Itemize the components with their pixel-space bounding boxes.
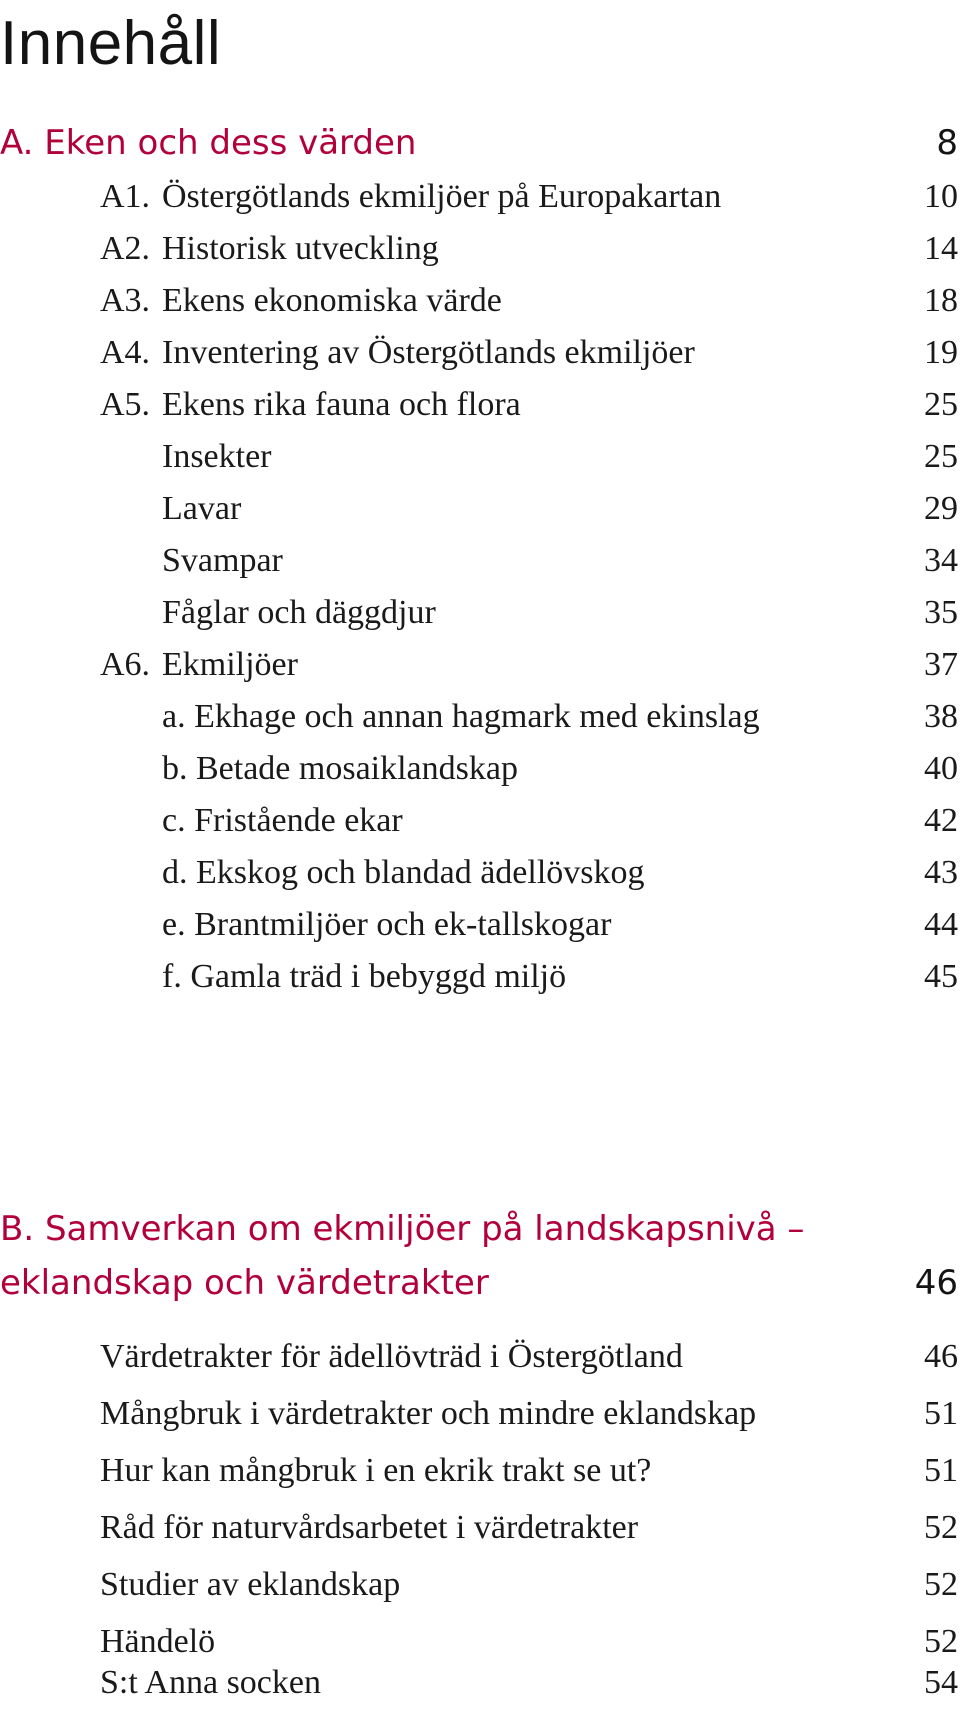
toc-entry-code: A2. [100, 230, 151, 267]
toc-entry-title: c. Fristående ekar [162, 802, 403, 839]
toc-entry-page: 25 [924, 438, 958, 475]
toc-entry-code: A1. [100, 178, 151, 215]
toc-entry-title: Svampar [162, 542, 283, 579]
toc-entry-a6[interactable] [100, 640, 958, 690]
toc-entry-title: Ekens ekonomiska värde [162, 282, 502, 319]
toc-subentry-a6c[interactable] [162, 796, 958, 846]
page-title: Innehåll [0, 9, 222, 78]
toc-entry-title: Värdetrakter för ädellövträd i Östergötland [100, 1338, 683, 1375]
toc-entry-a2[interactable] [100, 224, 958, 274]
section-b-heading-line2[interactable] [0, 1258, 958, 1308]
toc-entry-title: Fåglar och däggdjur [162, 594, 436, 631]
toc-entry-page: 34 [924, 542, 958, 579]
section-a-page-number: 8 [936, 123, 958, 163]
toc-entry-b7[interactable] [100, 1658, 958, 1708]
toc-entry-a3[interactable] [100, 276, 958, 326]
toc-entry-page: 51 [924, 1452, 958, 1489]
toc-entry-title: Studier av eklandskap [100, 1566, 401, 1603]
toc-entry-b5[interactable] [100, 1560, 958, 1610]
toc-entry-title: S:t Anna socken [100, 1664, 321, 1701]
toc-entry-title: Hur kan mångbruk i en ekrik trakt se ut? [100, 1452, 652, 1489]
section-a-title: A. Eken och dess värden [0, 123, 417, 163]
toc-entry-b3[interactable] [100, 1446, 958, 1496]
toc-subentry-faglar[interactable] [162, 588, 958, 638]
toc-entry-title: Råd för naturvårdsarbetet i värdetrakter [100, 1509, 639, 1546]
toc-entry-page: 54 [924, 1664, 958, 1701]
toc-entry-page: 38 [924, 698, 958, 735]
toc-entry-title: Lavar [162, 490, 242, 527]
toc-subentry-a6d[interactable] [162, 848, 958, 898]
toc-entry-title: Mångbruk i värdetrakter och mindre eklandskap [100, 1395, 757, 1432]
toc-entry-page: 37 [924, 646, 958, 683]
toc-entry-page: 25 [924, 386, 958, 423]
toc-entry-title: d. Ekskog och blandad ädellövskog [162, 854, 645, 891]
toc-entry-title: Inventering av Östergötlands ekmiljöer [162, 334, 695, 371]
toc-entry-page: 19 [924, 334, 958, 371]
toc-entry-b1[interactable] [100, 1332, 958, 1382]
toc-entry-title: Ekens rika fauna och flora [162, 386, 521, 423]
toc-subentry-a6e[interactable] [162, 900, 958, 950]
toc-entry-code: A3. [100, 282, 151, 319]
toc-entry-page: 51 [924, 1395, 958, 1432]
toc-entry-page: 52 [924, 1509, 958, 1546]
toc-subentry-a6b[interactable] [162, 744, 958, 794]
toc-entry-title: f. Gamla träd i bebyggd miljö [162, 958, 567, 995]
toc-entry-page: 52 [924, 1623, 958, 1660]
section-b-heading-line1[interactable]: B. Samverkan om ekmiljöer på landskapsnivå – [0, 1209, 805, 1249]
toc-entry-page: 35 [924, 594, 958, 631]
toc-entry-title: Händelö [100, 1623, 216, 1660]
section-b-page-number: 46 [914, 1263, 958, 1303]
toc-entry-page: 40 [924, 750, 958, 787]
toc-entry-a1[interactable] [100, 172, 958, 222]
toc-entry-title: a. Ekhage och annan hagmark med ekinslag [162, 698, 760, 735]
toc-entry-page: 29 [924, 490, 958, 527]
toc-entry-page: 43 [924, 854, 958, 891]
toc-subentry-insekter[interactable] [162, 432, 958, 482]
toc-entry-a5[interactable] [100, 380, 958, 430]
toc-entry-code: A4. [100, 334, 151, 371]
toc-entry-page: 45 [924, 958, 958, 995]
toc-entry-page: 52 [924, 1566, 958, 1603]
section-a-heading[interactable] [0, 118, 958, 168]
toc-subentry-svampar[interactable] [162, 536, 958, 586]
toc-entry-title: b. Betade mosaiklandskap [162, 750, 518, 787]
toc-entry-title: e. Brantmiljöer och ek-tallskogar [162, 906, 612, 943]
toc-subentry-a6f[interactable] [162, 952, 958, 1002]
toc-entry-b4[interactable] [100, 1503, 958, 1553]
toc-entry-code: A5. [100, 386, 151, 423]
toc-subentry-a6a[interactable] [162, 692, 958, 742]
toc-entry-title: Östergötlands ekmiljöer på Europakartan [162, 178, 722, 215]
toc-entry-title: Insekter [162, 438, 272, 475]
toc-entry-code: A6. [100, 646, 151, 683]
toc-entry-page: 46 [924, 1338, 958, 1375]
toc-entry-title: Historisk utveckling [162, 230, 439, 267]
toc-entry-page: 44 [924, 906, 958, 943]
toc-entry-b2[interactable] [100, 1389, 958, 1439]
toc-entry-page: 42 [924, 802, 958, 839]
toc-subentry-lavar[interactable] [162, 484, 958, 534]
toc-entry-page: 14 [924, 230, 958, 267]
toc-entry-page: 18 [924, 282, 958, 319]
toc-entry-title: Ekmiljöer [162, 646, 298, 683]
section-b-title: eklandskap och värdetrakter [0, 1263, 489, 1303]
toc-entry-page: 10 [924, 178, 958, 215]
toc-entry-a4[interactable] [100, 328, 958, 378]
